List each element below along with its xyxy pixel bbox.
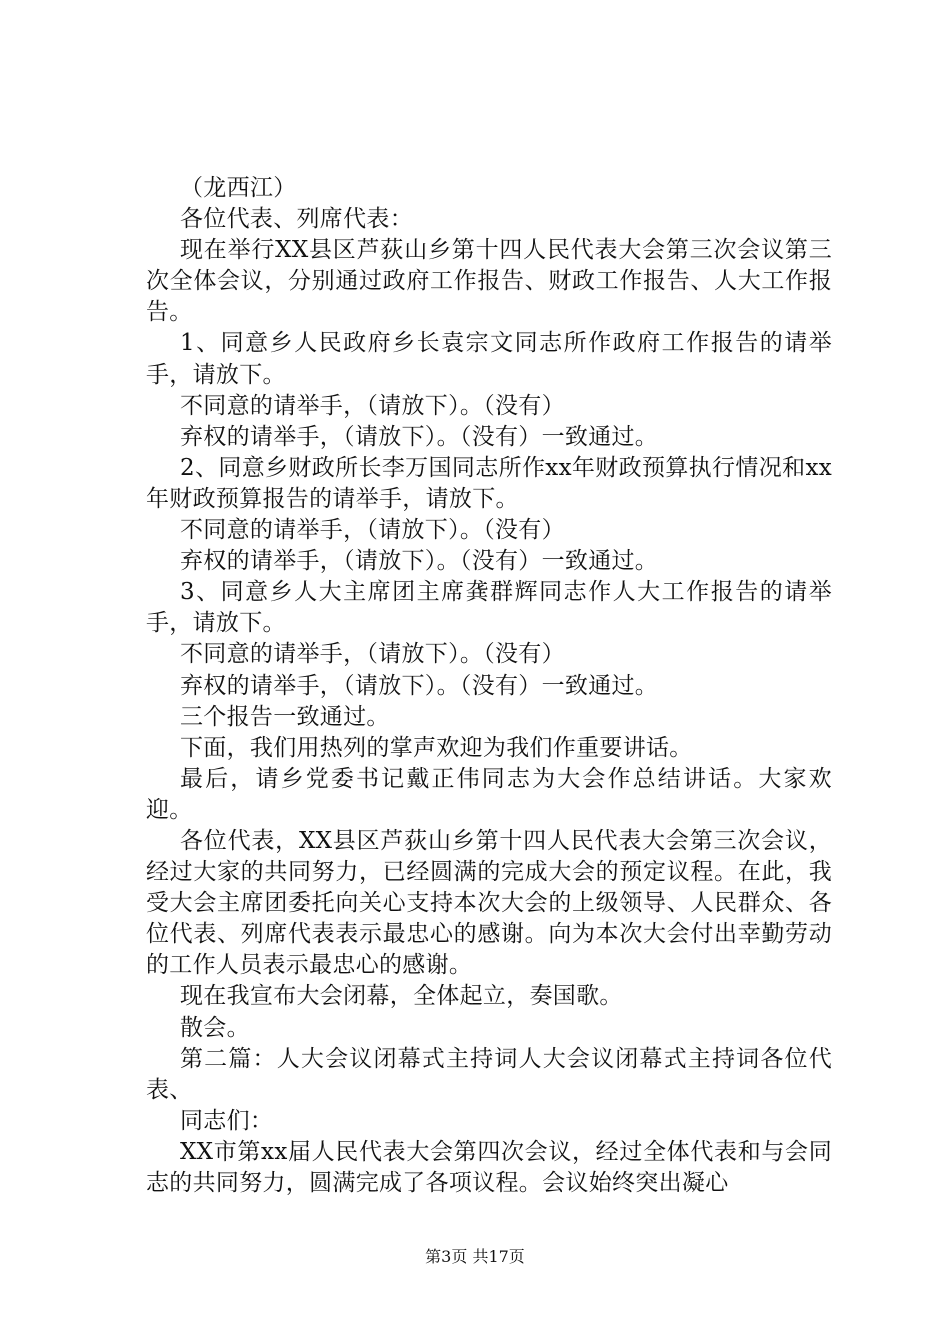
paragraph: 现在我宣布大会闭幕，全体起立，奏国歌。	[180, 983, 623, 1010]
paragraph: 不同意的请举手，（请放下）。（没有）	[180, 641, 565, 668]
paragraph: 各位代表，XX县区芦荻山乡第十四人民代表大会第三次会议，经过大家的共同努力，已经圆满的完成大会的预定议程。在此，我受大会主席团委托向关心支持本次大会的上级领导、人民群众、各位代表、列席代表表示最忠心的感谢。向为本次大会付出幸勤劳动的工作人员表示最忠心的感谢。	[146, 827, 832, 979]
document-body	[146, 173, 832, 1199]
paragraph: 弃权的请举手，（请放下）。（没有）一致通过。	[180, 548, 659, 575]
paragraph: 3、同意乡人大主席团主席龚群辉同志作人大工作报告的请举手，请放下。	[146, 579, 832, 637]
paragraph: 最后，请乡党委书记戴正伟同志为大会作总结讲话。大家欢迎。	[146, 765, 832, 823]
paragraph: 三个报告一致通过。	[180, 703, 390, 730]
paragraph: 弃权的请举手，（请放下）。（没有）一致通过。	[180, 672, 659, 699]
paragraph: 不同意的请举手，（请放下）。（没有）	[180, 517, 565, 544]
paragraph: （龙西江）	[180, 175, 297, 201]
paragraph: 2、同意乡财政所长李万国同志所作xx年财政预算执行情况和xx年财政预算报告的请举手，请放下。	[146, 454, 832, 512]
paragraph: 现在举行XX县区芦荻山乡第十四人民代表大会第三次会议第三次全体会议，分别通过政府工作报告、财政工作报告、人大工作报告。	[146, 237, 832, 326]
paragraph: 不同意的请举手，（请放下）。（没有）	[180, 392, 565, 419]
paragraph: 弃权的请举手，（请放下）。（没有）一致通过。	[180, 423, 659, 450]
section-heading: 第二篇：人大会议闭幕式主持词人大会议闭幕式主持词各位代表、	[146, 1045, 832, 1103]
paragraph: 下面，我们用热列的掌声欢迎为我们作重要讲话。	[180, 734, 693, 761]
page-number-footer: 第3页 共17页	[425, 1247, 525, 1266]
paragraph: 散会。	[180, 1014, 250, 1041]
paragraph: XX市第xx届人民代表大会第四次会议，经过全体代表和与会同志的共同努力，圆满完成了各项议程。会议始终突出凝心	[146, 1138, 832, 1196]
paragraph: 同志们：	[180, 1107, 274, 1134]
paragraph: 1、同意乡人民政府乡长袁宗文同志所作政府工作报告的请举手，请放下。	[146, 330, 832, 388]
paragraph: 各位代表、列席代表：	[180, 206, 413, 233]
